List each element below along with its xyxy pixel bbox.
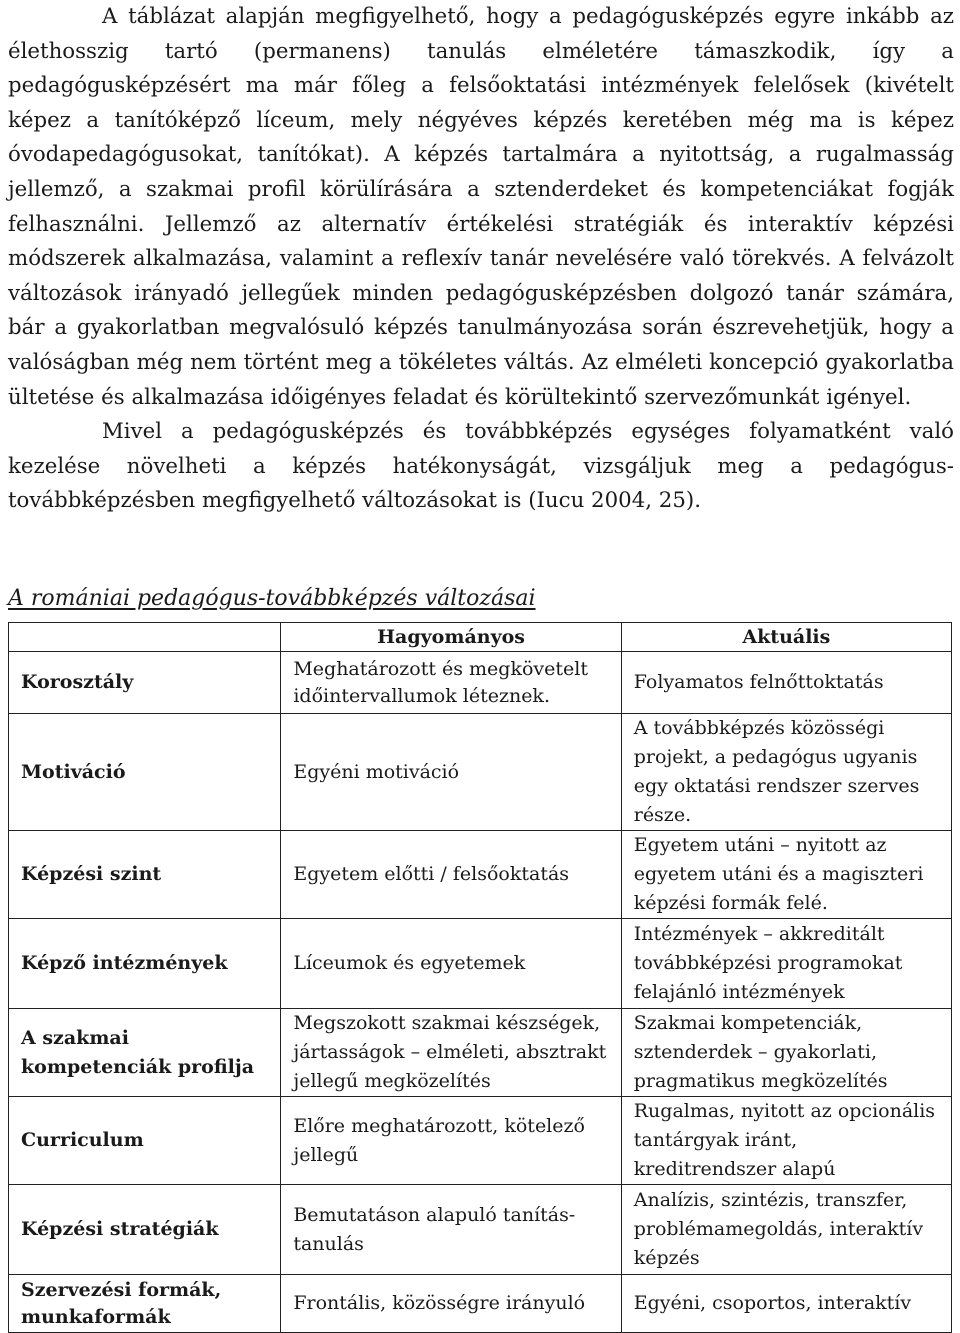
row-label: Képzési szint (9, 831, 281, 919)
table-row (9, 1097, 952, 1185)
row-label: Curriculum (9, 1097, 281, 1185)
current-cell: Intézmények – akkreditált továbbképzési programokat felajánló intézmények (621, 919, 951, 1009)
current-cell: Rugalmas, nyitott az opcionális tantárgyak iránt, kreditrendszer alapú (621, 1097, 951, 1185)
header-current: Aktuális (621, 623, 951, 652)
table-row (9, 1275, 952, 1333)
table-caption: A romániai pedagógus-továbbképzés változásai (8, 586, 536, 611)
current-cell: Egyéni, csoportos, interaktív (621, 1275, 951, 1333)
table-row (9, 1185, 952, 1275)
row-label: Szervezési formák, munkaformák (9, 1275, 281, 1333)
row-label: Képző intézmények (9, 919, 281, 1009)
traditional-cell: Frontális, közösségre irányuló (281, 1275, 621, 1333)
current-cell: A továbbképzés közösségi projekt, a pedagógus ugyanis egy oktatási rendszer szerves része. (621, 714, 951, 831)
current-cell: Szakmai kompetenciák, sztenderdek – gyakorlati, pragmatikus megközelítés (621, 1009, 951, 1097)
table-header-row (9, 623, 952, 652)
row-label: A szakmai kompetenciák profilja (9, 1009, 281, 1097)
document-page (8, 0, 954, 1328)
row-label: Korosztály (9, 652, 281, 714)
current-cell: Egyetem utáni – nyitott az egyetem utáni és a magiszteri képzési formák felé. (621, 831, 951, 919)
traditional-cell: Előre meghatározott, kötelező jellegű (281, 1097, 621, 1185)
header-empty (9, 623, 281, 652)
table-row (9, 919, 952, 1009)
current-cell: Analízis, szintézis, transzfer, problémamegoldás, interaktív képzés (621, 1185, 951, 1275)
traditional-cell: Líceumok és egyetemek (281, 919, 621, 1009)
comparison-table (8, 622, 952, 1333)
traditional-cell: Meghatározott és megkövetelt időintervallumok léteznek. (281, 652, 621, 714)
traditional-cell: Bemutatáson alapuló tanítás-tanulás (281, 1185, 621, 1275)
table-row (9, 831, 952, 919)
traditional-cell: Megszokott szakmai készségek, jártasságok – elméleti, absztrakt jellegű megközelítés (281, 1009, 621, 1097)
body-paragraph-2: Mivel a pedagógusképzés és továbbképzés egységes folyamatként való kezelése növelheti a képzés hatékonyságát, vizsgáljuk meg a pedagógus-továbbképzésben megfigyelhető változásokat is (Iucu 2004, 25). (8, 419, 954, 514)
traditional-cell: Egyetem előtti / felsőoktatás (281, 831, 621, 919)
row-label: Motiváció (9, 714, 281, 831)
current-cell: Folyamatos felnőttoktatás (621, 652, 951, 714)
row-label: Képzési stratégiák (9, 1185, 281, 1275)
body-paragraph-1: A táblázat alapján megfigyelhető, hogy a pedagógusképzés egyre inkább az élethosszig tartó (permanens) tanulás elméletére támaszkodik, így a pedagógusképzésért ma már főleg a felsőoktatási intézmények felelősek (kivételt képez a tanítóképző líceum, mely négyéves képzés keretében még ma is képez óvodapedagógusokat, tanítókat). A képzés tartalmára a nyitottság, a rugalmasság jellemző, a szakmai profil körülírására a sztenderdeket és kompetenciákat fogják felhasználni. Jellemző az alternatív értékelési stratégiák és interaktív képzési módszerek alkalmazása, valamint a reflexív tanár nevelésére való törekvés. A felvázolt változások irányadó jellegűek minden pedagógusképzésben dolgozó tanár számára, bár a gyakorlatban megvalósuló képzés tanulmányozása során észrevehetjük, hogy a valóságban még nem történt meg a tökéletes váltás. Az elméleti koncepció gyakorlatba ültetése és alkalmazása időigényes feladat és körültekintő szervezőmunkát igényel. (8, 4, 954, 410)
traditional-cell: Egyéni motiváció (281, 714, 621, 831)
header-traditional: Hagyományos (281, 623, 621, 652)
table-row (9, 714, 952, 831)
table-row (9, 652, 952, 714)
table-row (9, 1009, 952, 1097)
